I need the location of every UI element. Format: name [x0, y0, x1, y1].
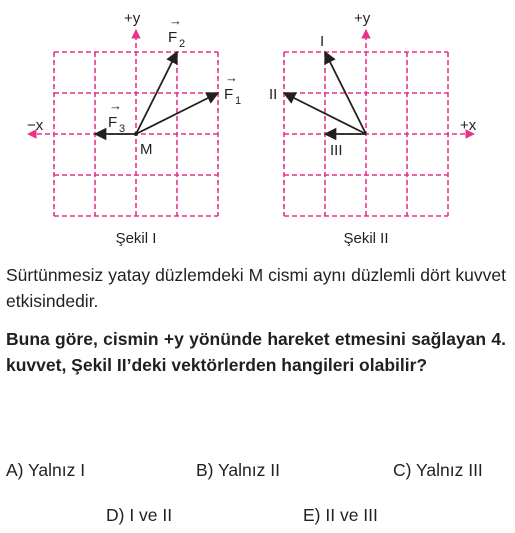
option-c[interactable]: C) Yalnız III — [393, 460, 483, 480]
vector-i-label: I — [320, 33, 325, 50]
figure-1-pos-y-label: +y — [124, 10, 141, 27]
vector-f1-label: F — [224, 86, 234, 103]
point-m — [134, 132, 138, 136]
question-prompt: Buna göre, cismin +y yönünde hareket etmesini sağlayan 4. kuvvet, Şekil II’deki vektörlerden hangileri olabilir? — [6, 329, 506, 375]
vector-f3-label: F — [108, 114, 118, 131]
figure-2 — [269, 10, 477, 247]
figure-2-caption: Şekil II — [343, 230, 389, 247]
vector-f3-arrow: → — [109, 98, 122, 113]
figures-area — [0, 0, 515, 260]
vector-f2-subscript: 2 — [179, 38, 186, 50]
option-d[interactable]: D) I ve II — [106, 505, 173, 525]
figure-1 — [27, 10, 241, 247]
vector-f1-subscript: 1 — [235, 95, 242, 107]
figure-2-axes — [284, 30, 474, 216]
figure-2-pos-x-label: +x — [460, 117, 477, 134]
figure-2-pos-y-label: +y — [354, 10, 371, 27]
point-m-label: M — [140, 141, 153, 158]
vector-f2-label: F — [168, 29, 178, 46]
figure-1-caption: Şekil I — [115, 230, 157, 247]
question-stem: Sürtünmesiz yatay düzlemdeki M cismi aynı düzlemli dört kuvvet etkisindedir. — [6, 265, 506, 311]
option-e[interactable]: E) II ve III — [303, 505, 378, 525]
figure-1-neg-x-label: −x — [27, 117, 44, 134]
vector-f2-arrow: → — [169, 13, 182, 28]
option-a[interactable]: A) Yalnız I — [6, 460, 86, 480]
vector-f1-arrow: → — [225, 70, 238, 85]
vector-iii-label: III — [330, 142, 343, 159]
vector-ii-label: II — [269, 86, 278, 103]
vector-f3-subscript: 3 — [119, 123, 126, 135]
option-b[interactable]: B) Yalnız II — [196, 460, 280, 480]
